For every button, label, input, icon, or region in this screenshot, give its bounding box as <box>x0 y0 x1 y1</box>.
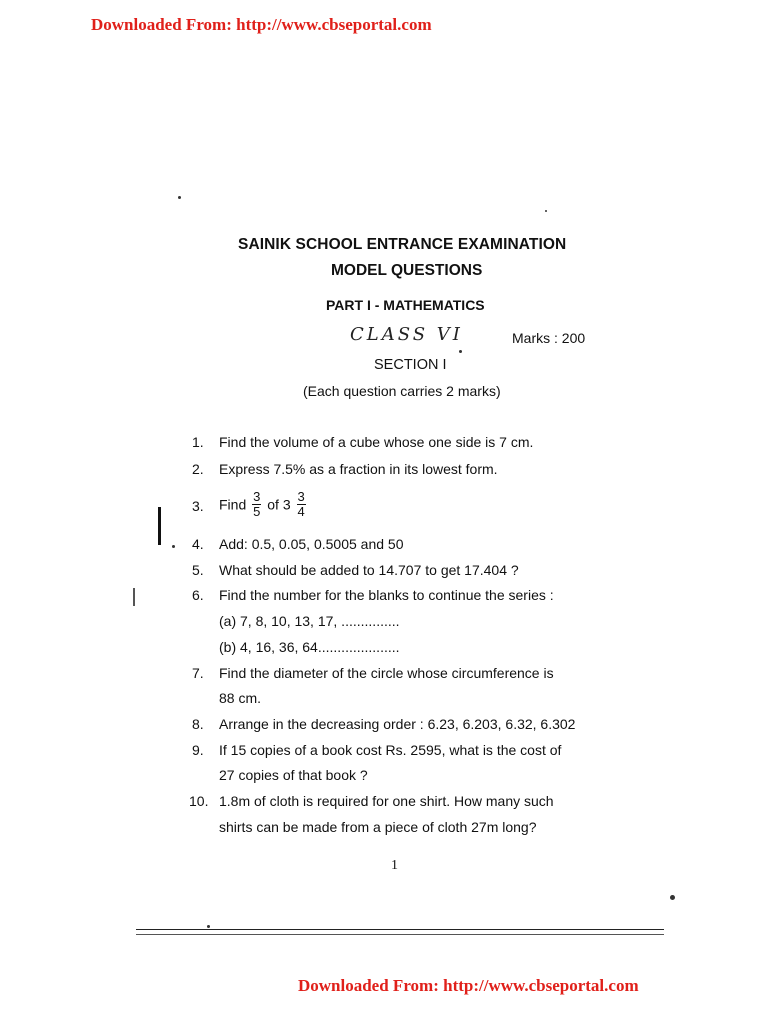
question-number: 7. <box>192 665 204 681</box>
exam-subtitle: MODEL QUESTIONS <box>331 262 483 279</box>
question-number: 9. <box>192 742 204 758</box>
page-number: 1 <box>391 858 398 873</box>
question-3 <box>192 489 308 519</box>
top-download-link[interactable]: Downloaded From: http://www.cbseportal.com <box>91 15 432 34</box>
bottom-download-link[interactable]: Downloaded From: http://www.cbseportal.com <box>298 976 639 995</box>
question-number: 5. <box>192 562 204 578</box>
pen-mark <box>133 588 135 606</box>
question-6-part-b: (b) 4, 16, 36, 64..................... <box>219 639 400 655</box>
question-text: If 15 copies of a book cost Rs. 2595, what is the cost of <box>219 742 562 758</box>
scan-speck <box>670 895 675 900</box>
scan-speck <box>172 545 175 548</box>
marks-note: (Each question carries 2 marks) <box>303 383 501 399</box>
scan-speck <box>545 210 547 212</box>
fraction-three-quarters: $\frac{3}{4}$ <box>297 489 305 519</box>
question-text-mid: of 3 <box>267 496 291 513</box>
question-1 <box>192 434 534 450</box>
question-text: What should be added to 14.707 to get 17.404 ? <box>219 562 519 578</box>
question-2 <box>192 461 498 477</box>
scan-speck <box>459 350 462 353</box>
question-text: Find the number for the blanks to continue the series : <box>219 587 554 603</box>
question-text: Express 7.5% as a fraction in its lowest form. <box>219 461 498 477</box>
question-text: Find the diameter of the circle whose circumference is <box>219 665 554 681</box>
footer-rule <box>136 929 664 930</box>
question-number: 2. <box>192 461 204 477</box>
marks-label: Marks : 200 <box>512 330 586 346</box>
fraction-three-fifths: $\frac{3}{5}$ <box>253 489 261 519</box>
question-9-continued: 27 copies of that book ? <box>219 767 368 783</box>
question-10 <box>189 793 554 809</box>
question-number: 1. <box>192 434 204 450</box>
question-4 <box>192 536 404 552</box>
question-number: 8. <box>192 716 204 732</box>
question-6 <box>192 587 554 603</box>
question-text: Find the volume of a cube whose one side is 7 cm. <box>219 434 534 450</box>
scan-speck <box>178 196 181 199</box>
question-text: Find <box>219 496 247 513</box>
question-number: 3. <box>192 498 204 514</box>
question-number: 4. <box>192 536 204 552</box>
question-7 <box>192 665 554 681</box>
question-text: Arrange in the decreasing order : 6.23, 6.203, 6.32, 6.302 <box>219 716 576 732</box>
question-10-continued: shirts can be made from a piece of cloth 27m long? <box>219 819 537 835</box>
question-text: 1.8m of cloth is required for one shirt. How many such <box>219 793 554 809</box>
question-text: Add: 0.5, 0.05, 0.5005 and 50 <box>219 536 404 552</box>
question-8 <box>192 716 576 732</box>
section-heading: SECTION I <box>374 357 447 373</box>
handwritten-class: CLASS VI <box>350 324 463 345</box>
question-number: 6. <box>192 587 204 603</box>
scan-speck <box>207 925 210 928</box>
question-5 <box>192 562 519 578</box>
part-heading: PART I - MATHEMATICS <box>326 297 485 313</box>
pen-mark <box>158 507 161 545</box>
question-9 <box>192 742 562 758</box>
footer-rule-secondary <box>136 934 664 935</box>
question-6-part-a: (a) 7, 8, 10, 13, 17, ............... <box>219 613 400 629</box>
exam-title: SAINIK SCHOOL ENTRANCE EXAMINATION <box>238 236 567 253</box>
question-number: 10. <box>189 793 209 809</box>
question-7-continued: 88 cm. <box>219 690 262 706</box>
